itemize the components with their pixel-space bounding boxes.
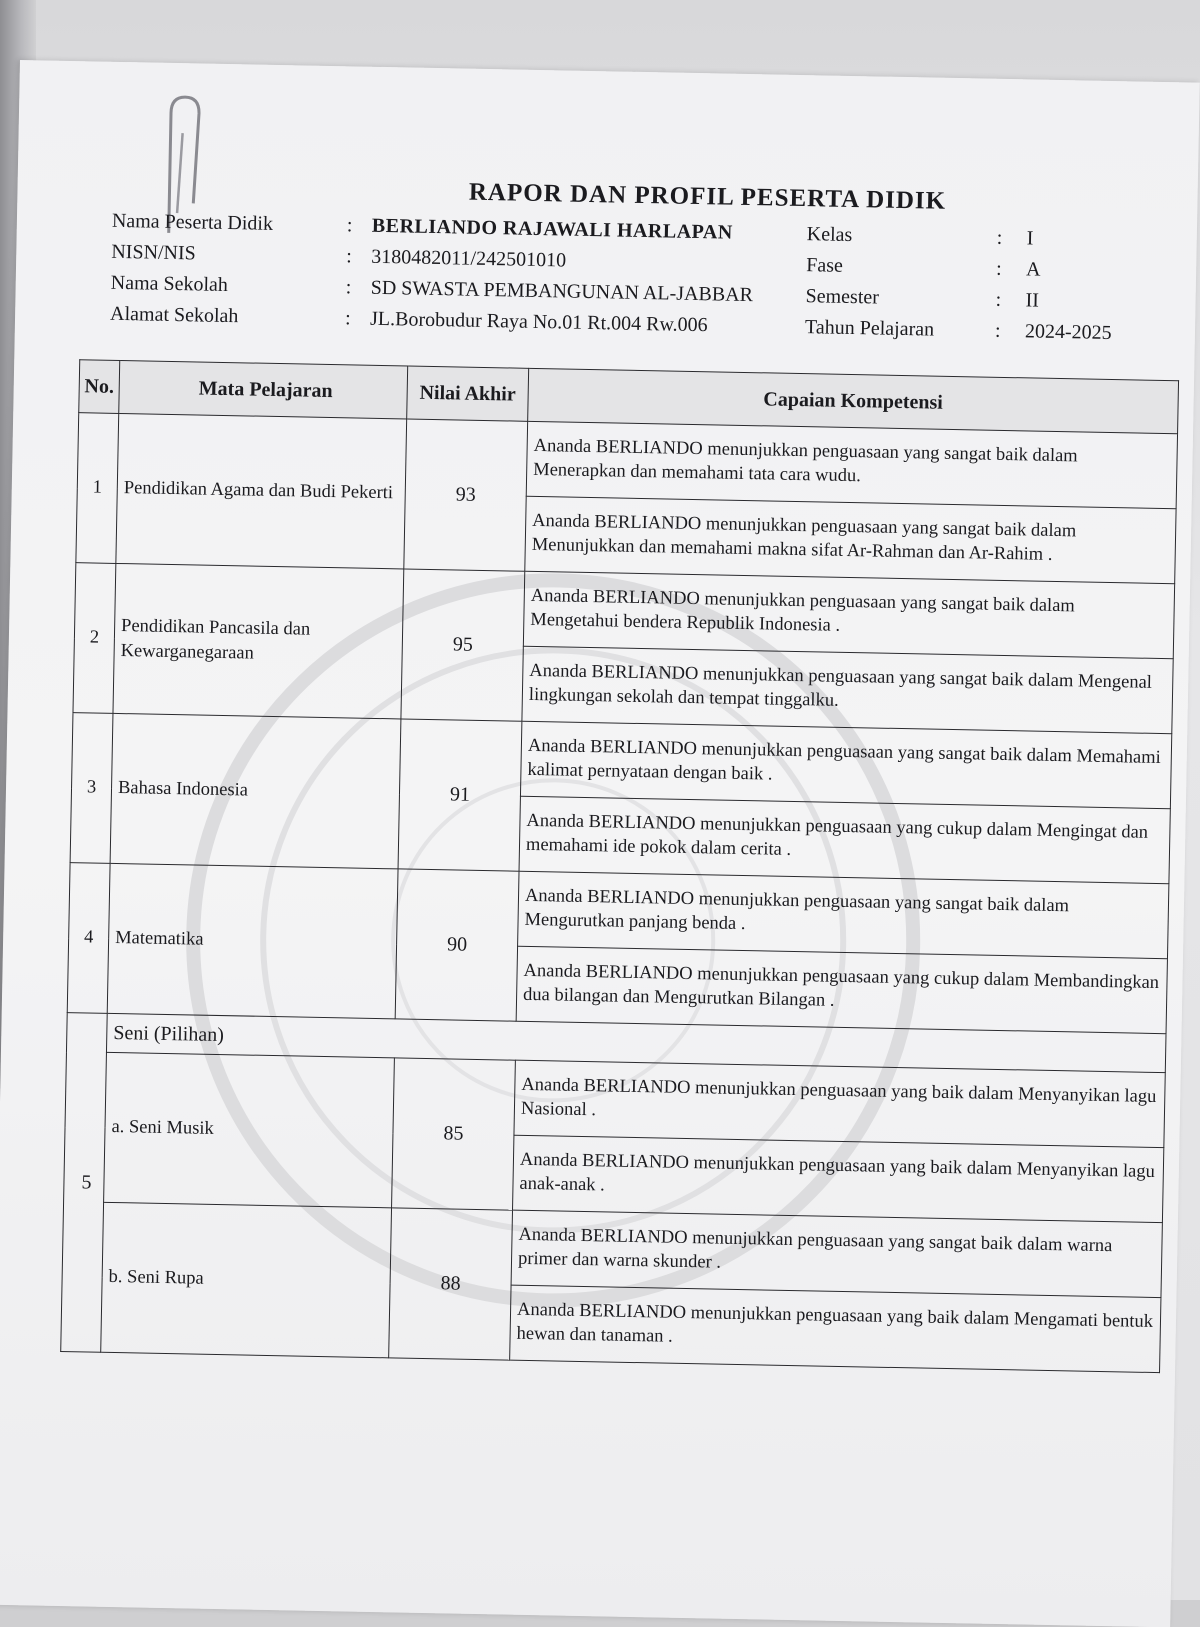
row-number: 1 bbox=[76, 413, 119, 564]
student-name: BERLIANDO RAJAWALI HARLAPAN bbox=[371, 214, 733, 244]
report-page bbox=[0, 60, 1200, 1627]
nisn-label: NISN/NIS bbox=[111, 240, 196, 265]
year-value: 2024-2025 bbox=[1024, 320, 1112, 345]
phase-label: Fase bbox=[805, 254, 844, 277]
competency-text: Ananda BERLIANDO menunjukkan penguasaan yang cukup dalam Membandingkan dua bilangan dan Mengurutkan Bilangan . bbox=[516, 946, 1167, 1033]
school-value: SD SWASTA PEMBANGUNAN AL-JABBAR bbox=[370, 276, 754, 307]
row-number: 2 bbox=[73, 563, 116, 714]
header-competency: Capaian Kompetensi bbox=[528, 368, 1179, 433]
final-score: 93 bbox=[404, 419, 528, 571]
row-number: 5 bbox=[61, 1013, 108, 1353]
colon: : bbox=[346, 214, 353, 237]
final-score: 85 bbox=[392, 1058, 516, 1210]
colon: : bbox=[345, 276, 352, 299]
final-score: 95 bbox=[401, 569, 525, 721]
final-score: 90 bbox=[395, 869, 519, 1021]
semester-value: II bbox=[1025, 289, 1040, 312]
header-subject: Mata Pelajaran bbox=[119, 360, 408, 419]
class-value: I bbox=[1026, 227, 1034, 250]
phase-value: A bbox=[1025, 258, 1041, 281]
class-label: Kelas bbox=[806, 223, 853, 247]
competency-text: Ananda BERLIANDO menunjukkan penguasaan yang sangat baik dalam Mengenal lingkungan sekolah dan tempat tinggalku. bbox=[522, 646, 1173, 733]
competency-text: Ananda BERLIANDO menunjukkan penguasaan yang sangat baik dalam Memahami kalimat pernyataan dengan baik . bbox=[520, 721, 1171, 808]
subject-name: a. Seni Musik bbox=[104, 1052, 395, 1208]
name-label: Nama Peserta Didik bbox=[111, 209, 274, 235]
competency-text: Ananda BERLIANDO menunjukkan penguasaan yang sangat baik dalam warna primer dan warna skunder . bbox=[511, 1210, 1162, 1297]
competency-text: Ananda BERLIANDO menunjukkan penguasaan yang sangat baik dalam Mengurutkan panjang benda . bbox=[518, 871, 1169, 958]
subject-name: Pendidikan Agama dan Budi Pekerti bbox=[116, 413, 407, 569]
subject-name: Pendidikan Pancasila dan Kewarganegaraan bbox=[113, 563, 404, 719]
nisn-value: 3180482011/242501010 bbox=[371, 245, 567, 272]
colon: : bbox=[995, 257, 1002, 280]
competency-text: Ananda BERLIANDO menunjukkan penguasaan yang baik dalam Menyanyikan lagu anak-anak . bbox=[513, 1135, 1164, 1222]
competency-text: Ananda BERLIANDO menunjukkan penguasaan yang sangat baik dalam Mengetahui bendera Republik Indonesia . bbox=[523, 571, 1174, 658]
address-value: JL.Borobudur Raya No.01 Rt.004 Rw.006 bbox=[369, 307, 708, 337]
student-info bbox=[110, 210, 1172, 354]
competency-text: Ananda BERLIANDO menunjukkan penguasaan yang cukup dalam Mengingat dan memahami ide pokok dalam cerita . bbox=[519, 796, 1170, 883]
final-score: 91 bbox=[398, 719, 522, 871]
page-title: RAPOR DAN PROFIL PESERTA DIDIK bbox=[468, 178, 947, 215]
subject-name: b. Seni Rupa bbox=[101, 1202, 392, 1358]
grades-table bbox=[60, 359, 1179, 1373]
competency-text: Ananda BERLIANDO menunjukkan penguasaan yang sangat baik dalam Menunjukkan dan memahami makna sifat Ar-Rahman dan Ar-Rahim . bbox=[525, 496, 1176, 583]
header-no: No. bbox=[79, 360, 120, 414]
colon: : bbox=[346, 245, 353, 268]
colon: : bbox=[344, 307, 351, 330]
subject-name: Matematika bbox=[107, 863, 398, 1019]
year-label: Tahun Pelajaran bbox=[804, 316, 935, 341]
row-number: 4 bbox=[67, 863, 110, 1014]
colon: : bbox=[994, 319, 1001, 342]
subject-name: Bahasa Indonesia bbox=[110, 713, 401, 869]
competency-text: Ananda BERLIANDO menunjukkan penguasaan yang baik dalam Menyanyikan lagu Nasional . bbox=[514, 1060, 1165, 1147]
colon: : bbox=[996, 226, 1003, 249]
address-label: Alamat Sekolah bbox=[109, 302, 239, 328]
arts-section-label: Seni (Pilihan) bbox=[106, 1013, 1166, 1072]
colon: : bbox=[995, 288, 1002, 311]
final-score: 88 bbox=[389, 1208, 513, 1360]
row-number: 3 bbox=[70, 713, 113, 864]
competency-text: Ananda BERLIANDO menunjukkan penguasaan yang baik dalam Mengamati bentuk hewan dan tanaman . bbox=[510, 1285, 1161, 1372]
header-score: Nilai Akhir bbox=[407, 366, 529, 421]
semester-label: Semester bbox=[805, 285, 880, 309]
competency-text: Ananda BERLIANDO menunjukkan penguasaan yang sangat baik dalam Menerapkan dan memahami tata cara wudu. bbox=[526, 421, 1177, 508]
school-label: Nama Sekolah bbox=[110, 271, 229, 297]
